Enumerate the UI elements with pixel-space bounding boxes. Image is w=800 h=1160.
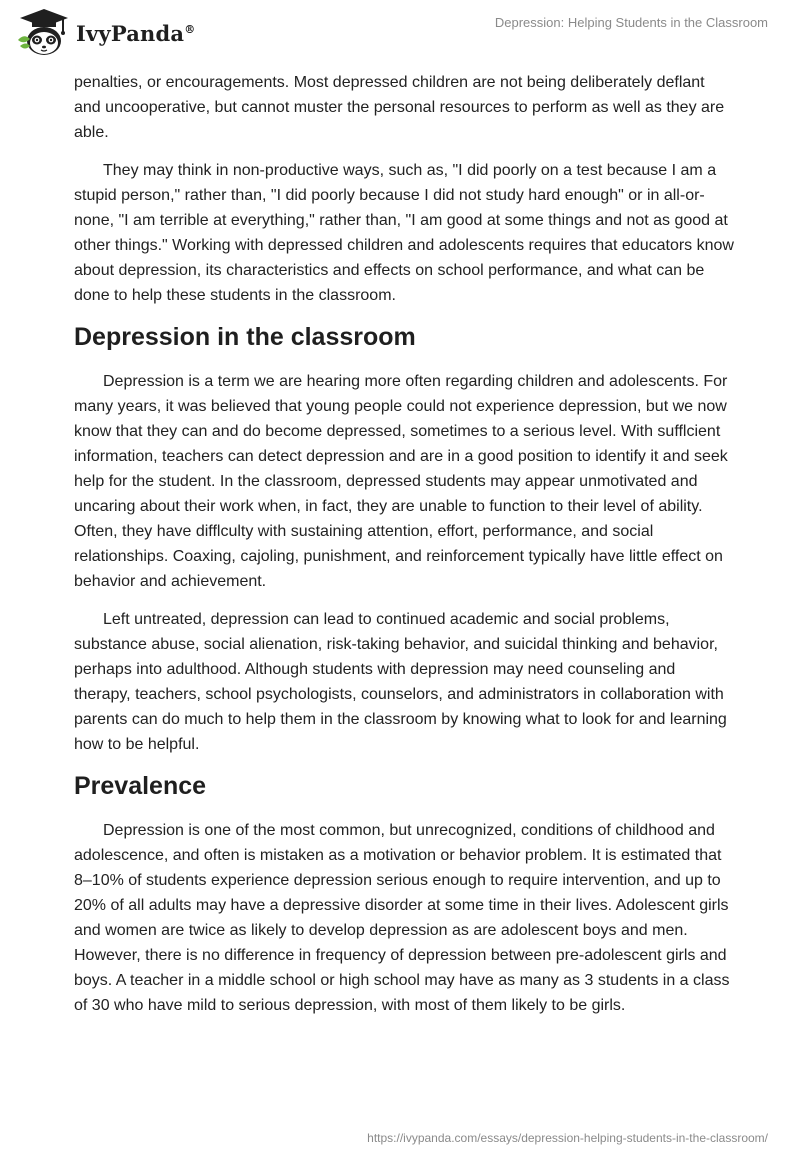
paragraph-prevalence-1: Depression is one of the most common, but unrecognized, conditions of childhood and adolescence, and often is mistaken as a motivation or behavior problem. It is estimated that 8–10% of students experience depression serious enough to require intervention, and up to 20% of all adults may have a depressive disorder at some time in their lives. Adolescent girls and women are twice as likely to develop depression as are adolescent boys and men. However, there is no difference in frequency of depression between pre-adolescent girls and boys. A teacher in a middle school or high school may have as many as 3 students in a class of 30 who have mild to serious depression, with most of them likely to be girls. — [74, 822, 730, 1014]
ivypanda-logo[interactable] — [14, 6, 195, 58]
heading-prevalence: Prevalence — [74, 772, 207, 800]
document-title: Depression: Helping Students in the Classroom — [494, 15, 768, 30]
source-url-link[interactable]: https://ivypanda.com/essays/depression-helping-students-in-the-classroom/ — [367, 1131, 768, 1145]
paragraph-classroom-1: Depression is a term we are hearing more often regarding children and adolescents. For many years, it was believed that young people could not experience depression, but we now know that they can and do become depressed, sometimes to a serious level. With sufflcient information, teachers can detect depression and are in a good position to identify it and seek help for the student. In the classroom, depressed students may appear unmotivated and uncaring about their work when, in fact, they are unable to function to their level of ability. Often, they have difflculty with sustaining attention, effort, performance, and social relationships. Coaxing, cajoling, punishment, and reinforcement typically have little effect on behavior and achievement. — [74, 373, 728, 590]
panda-logo-icon — [14, 6, 72, 58]
paragraph-intro-1: penalties, or encouragements. Most depressed children are not being deliberately deflant and uncooperative, but cannot muster the personal resources to perform as well as they are able. — [74, 74, 725, 141]
essay-body — [74, 70, 734, 1018]
brand-name: IvyPanda® — [76, 20, 196, 46]
paragraph-intro-2: They may think in non-productive ways, such as, "I did poorly on a test because I am a stupid person," rather than, "I did poorly because I did not study hard enough" or in all-or-none, "I am terrible at everything," rather than, "I am good at some things and not as good at other things." Working with depressed children and adolescents requires that educators know about depression, its characteristics and effects on school performance, and what can be done to help these students in the classroom. — [74, 162, 734, 304]
paragraph-classroom-2: Left untreated, depression can lead to continued academic and social problems, substance abuse, social alienation, risk-taking behavior, and suicidal thinking and behavior, perhaps into adulthood. Although students with depression may need counseling and therapy, teachers, school psychologists, counselors, and administrators in collaboration with parents can do much to help them in the classroom by knowing what to look for and learning how to be helpful. — [74, 611, 727, 753]
page-header — [0, 0, 800, 70]
heading-depression-in-classroom: Depression in the classroom — [74, 323, 416, 351]
